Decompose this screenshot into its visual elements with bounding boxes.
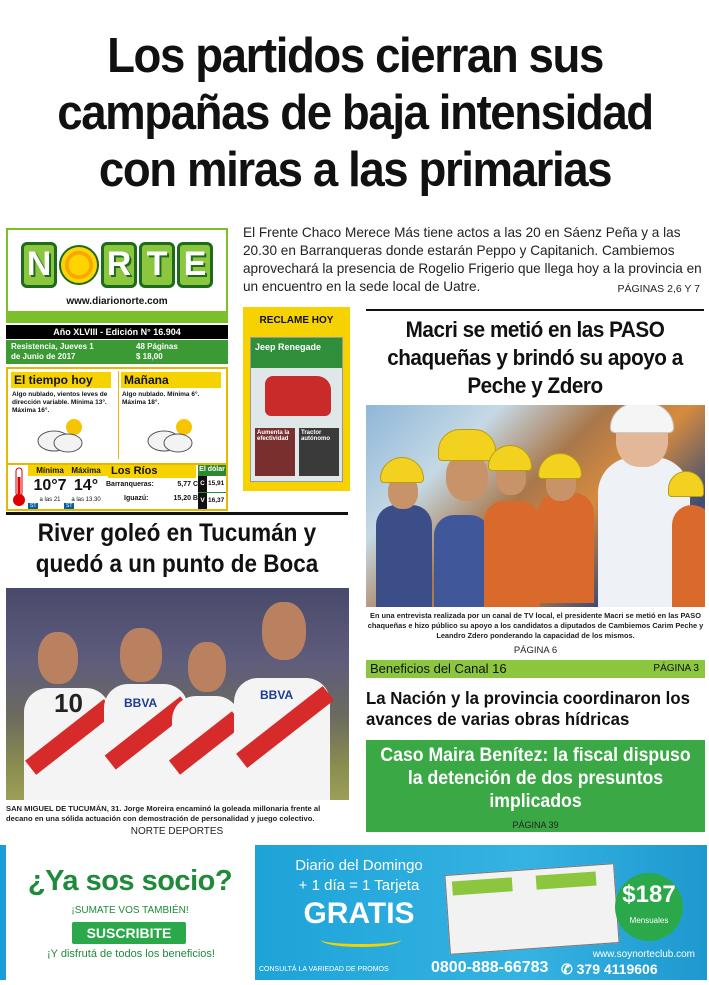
rio-value: 5,77 C [177, 481, 198, 488]
whatsapp-number[interactable]: ✆ 379 4119606 [561, 961, 658, 977]
sponsor-logo: BBVA [124, 696, 158, 710]
logo-letter: N [21, 242, 57, 288]
price-value: $187 [622, 881, 676, 908]
st-tag: ST [30, 503, 37, 509]
macri-page: PÁGINA 6 [513, 645, 558, 656]
worker-figure [434, 515, 490, 607]
ad-benefits: ¡Y disfrutá de todos los beneficios! [47, 948, 215, 960]
ad-gratis: GRATIS [303, 897, 415, 930]
ad-sumate: ¡SUMATE VOS TAMBIÉN! [71, 905, 189, 916]
price-sub: Mensuales [629, 916, 669, 925]
sun-logo-icon [59, 245, 99, 285]
macri-photo [366, 405, 705, 607]
magazine-cover [250, 337, 343, 482]
rio-place: Barranqueras: [106, 481, 154, 488]
reclame-title: RECLAME HOY [259, 315, 334, 326]
club-url[interactable]: www.soynorteclub.com [592, 949, 695, 960]
max-value: 14° [73, 477, 99, 494]
swoosh-icon [321, 933, 401, 947]
dolar-tag: C [198, 476, 207, 492]
weather-today [8, 369, 117, 463]
dolar-tag: V [198, 493, 207, 509]
reclame-hoy-promo[interactable] [243, 307, 350, 491]
river-photo [6, 588, 349, 800]
weather-today-title: El tiempo hoy [11, 372, 111, 388]
min-time: a las 21 [39, 497, 61, 503]
partly-cloudy-icon [32, 417, 92, 453]
weather-tomorrow-title: Mañana [121, 372, 221, 388]
headline-line-3: con miras a las primarias [98, 143, 612, 197]
macri-caption: En una entrevista realizada por un canal de TV local, el presidente Macri se metió en las PASO chaqueñas e hizo público su apoyo a los candidatos a diputados de Cambiemos Carim Peche y Leandro Zdero ponderando la capacidad de los mismos. [367, 611, 704, 640]
weather-tomorrow [118, 369, 227, 463]
headline-line-1: Los partidos cierran sus [107, 29, 603, 83]
jeep-image [265, 376, 331, 416]
weather-bottom [8, 463, 226, 509]
story-maira-title: Caso Maira Benítez: la fiscal dispuso la detención de dos presuntos implicados [380, 745, 691, 812]
dolar-value: 15,91 [208, 480, 225, 487]
masthead-strip [8, 311, 226, 321]
story-nacion-title[interactable]: La Nación y la provincia coordinaron los avances de varias obras hídricas [366, 688, 690, 729]
max-label: Máxima [64, 465, 108, 476]
magazine-teaser-1: Aumenta la efectividad [255, 428, 295, 476]
jersey-number: 10 [54, 688, 83, 718]
dolar-value: 16,37 [208, 497, 225, 504]
paper-logo [536, 871, 597, 889]
thermometer-icon [12, 467, 26, 507]
club-ad[interactable] [255, 845, 707, 980]
beneficios-bar[interactable] [366, 660, 705, 678]
beneficios-label: Beneficios del Canal 16 [370, 661, 507, 676]
worker-figure [376, 505, 432, 607]
ad-question: ¿Ya sos socio? [27, 865, 233, 897]
date-line-1: Resistencia, Jueves 1 [11, 342, 94, 351]
date-line-2: de Junio de 2017 [11, 352, 76, 361]
worker-figure [484, 501, 540, 607]
river-section: NORTE DEPORTES [130, 826, 224, 837]
helmet [380, 457, 424, 483]
lead-paragraph: El Frente Chaco Merece Más tiene actos a las 20 en Sáenz Peña y a las 20.30 en Barranqueras donde estarán Peppo y Capitanich. Cambiemos aprovechará la presencia de Rogelio Frigerio que llega hoy a la provincia en un encuentro en la sede local de Uatre. [243, 225, 702, 294]
weather-box [6, 367, 228, 511]
phone-number[interactable]: 0800-888-66783 [431, 959, 549, 976]
sponsor-logo: BBVA [260, 688, 294, 702]
logo-letter: E [177, 242, 213, 288]
magazine-title: Jeep Renegade [251, 338, 342, 368]
logo-letter: R [101, 242, 137, 288]
worker-figure [672, 505, 705, 607]
story-rule [366, 309, 704, 311]
story-river-title[interactable]: River goleó en Tucumán y quedó a un punto de Boca [35, 519, 319, 578]
rio-place: Iguazú: [124, 495, 149, 502]
story-maira[interactable] [366, 740, 705, 832]
rio-value: 15,20 B [173, 495, 198, 502]
masthead [6, 228, 228, 323]
white-helmet [610, 405, 674, 433]
norte-logo [8, 234, 226, 296]
headline-line-2: campañas de baja intensidad [57, 86, 653, 140]
paper-logo [452, 877, 513, 895]
main-headline[interactable] [38, 28, 672, 199]
dolar-row [198, 493, 226, 509]
page-count: 48 Páginas [136, 342, 178, 351]
player-head [262, 602, 306, 660]
worker-figure [538, 493, 594, 603]
player-head [120, 628, 162, 682]
helmet [438, 429, 496, 461]
ad-line-1: Diario del Domingo [295, 857, 423, 874]
st-tag: ST [66, 503, 73, 509]
newspapers-image [444, 863, 619, 955]
dolar-title: El dólar [199, 466, 225, 473]
helmet [668, 471, 704, 497]
lead-pages: PÁGINAS 2,6 Y 7 [617, 283, 700, 295]
ad-line-2: + 1 día = 1 Tarjeta [298, 877, 420, 894]
cover-price: $ 18,00 [136, 352, 163, 361]
helmet [538, 453, 582, 479]
story-macri-title[interactable]: Macri se metió en las PASO chaqueñas y brindó su apoyo a Peche y Zdero [387, 317, 683, 398]
website-url[interactable]: www.diarionorte.com [66, 296, 168, 307]
min-value: 10°7 [33, 477, 67, 494]
subscription-ad[interactable] [0, 845, 255, 980]
max-time: a las 13.30 [71, 497, 101, 503]
rios-title: Los Ríos [108, 465, 196, 478]
ad-consulta: CONSULTÁ LA VARIEDAD DE PROMOS [259, 966, 389, 973]
subscribe-button[interactable]: SUSCRIBITE [72, 922, 186, 944]
player-head [38, 632, 78, 684]
magazine-teaser-2: Tractor autónomo [299, 428, 339, 476]
rios-row [106, 495, 198, 502]
edition-bar: Año XLVIII - Edición N° 16.904 [6, 325, 228, 339]
player-head [188, 642, 226, 692]
weather-today-text: Algo nublado, vientos leves de dirección variable. Mínima 13°. Máxima 16°. [12, 391, 108, 414]
logo-letter: T [139, 242, 175, 288]
beneficios-page: PÁGINA 3 [653, 663, 699, 674]
weather-tomorrow-text: Algo nublado. Mínima 6°. Máxima 18°. [122, 391, 200, 406]
dolar-box [198, 465, 226, 509]
story-rule [6, 512, 348, 515]
story-maira-page: PÁGINA 39 [512, 820, 559, 830]
date-bar [6, 340, 228, 364]
partly-cloudy-icon [142, 417, 202, 453]
min-label: Mínima [28, 465, 72, 476]
price-badge [615, 873, 683, 941]
dolar-row [198, 476, 226, 492]
rios-row [106, 481, 198, 488]
river-caption: SAN MIGUEL DE TUCUMÁN, 31. Jorge Moreira encaminó la goleada millonaria frente al decano en una sólida actuación con demostración de personalidad y juego colectivo. [6, 804, 321, 823]
